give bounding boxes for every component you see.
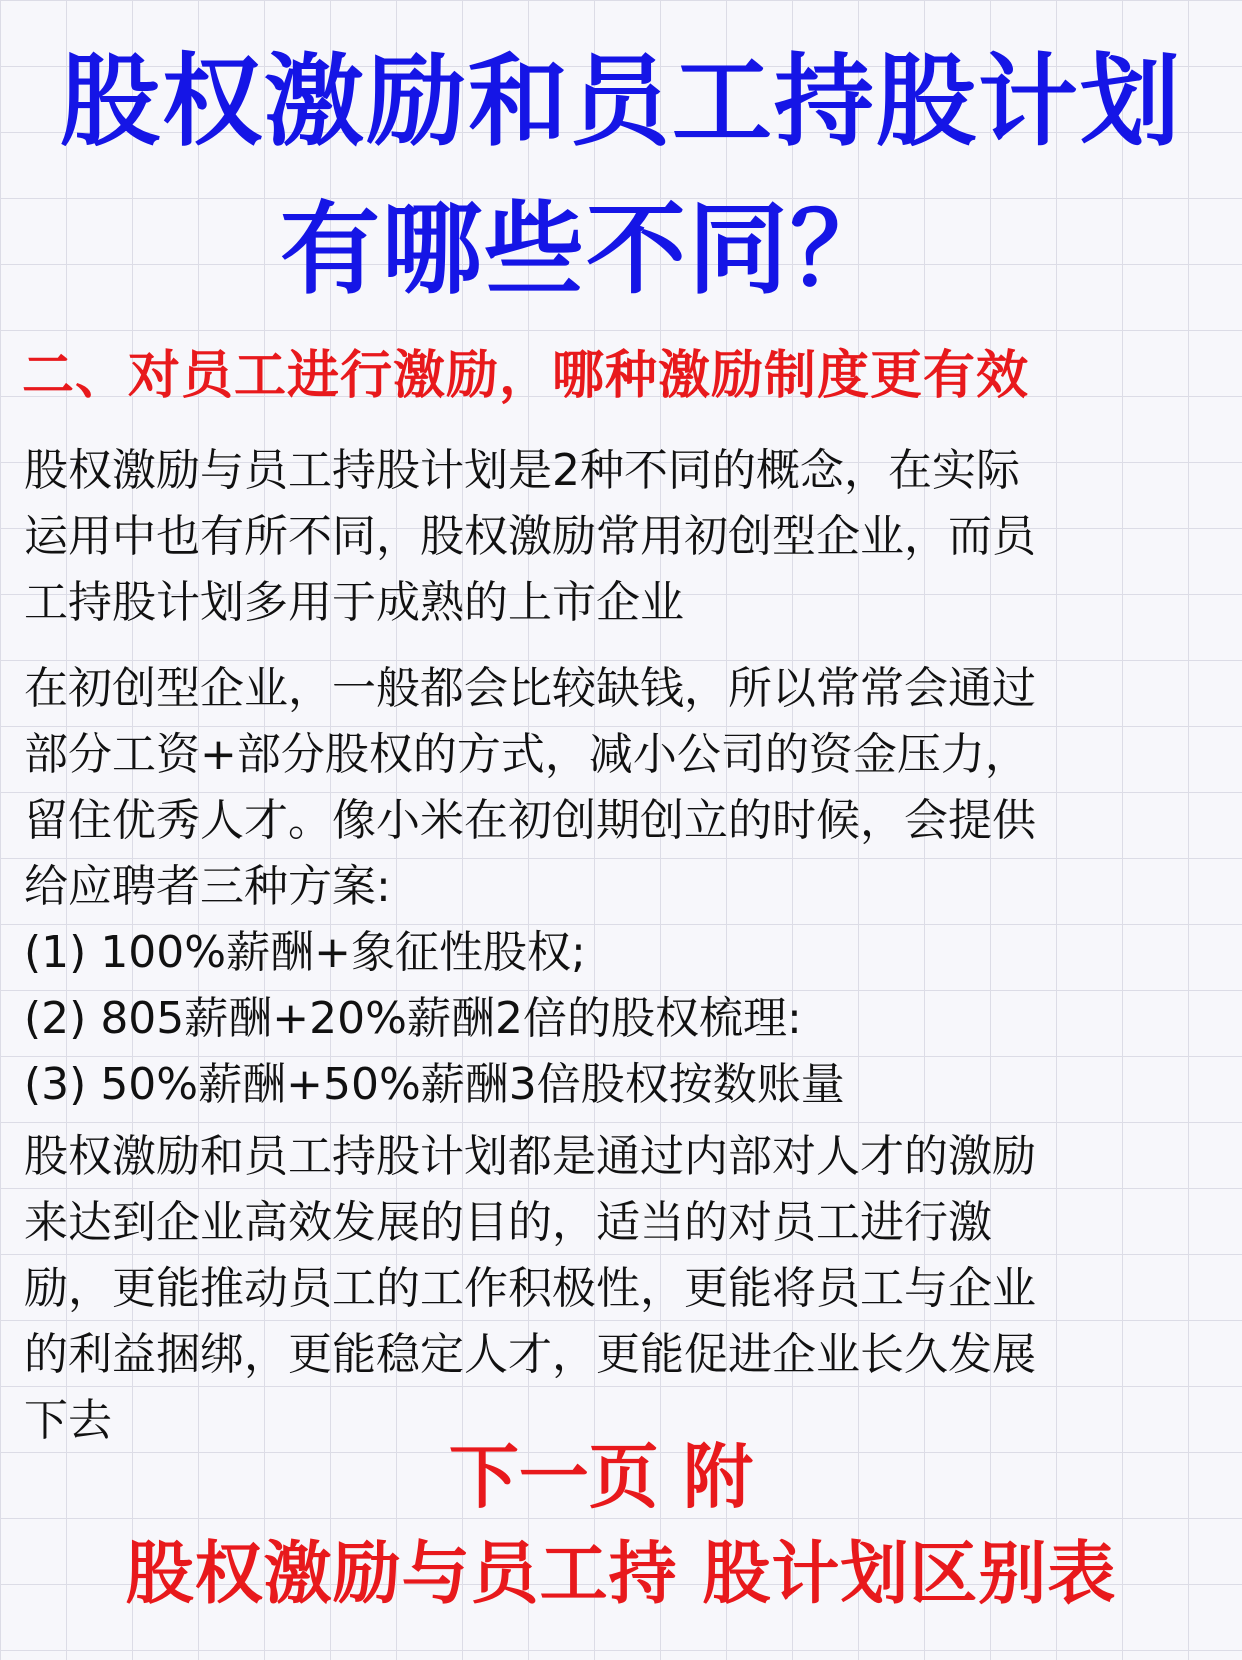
title-line-2: 有哪些不同？	[280, 191, 892, 308]
section-subtitle: 二、对员工进行激励，哪种激励制度更有效	[22, 346, 1030, 406]
paragraph-line: 来达到企业高效发展的目的，适当的对员工进行激	[24, 1197, 992, 1248]
paragraph-line: 的利益捆绑，更能稳定人才，更能促进企业长久发展	[24, 1329, 1036, 1380]
paragraph-line: 下去	[24, 1395, 112, 1446]
next-page-note: 下一页 附	[448, 1436, 754, 1518]
paragraph-line: 运用中也有所不同，股权激励常用初创型企业，而员	[24, 511, 1036, 562]
list-item: (1) 100%薪酬+象征性股权;	[24, 927, 586, 978]
paragraph-1	[24, 438, 1224, 636]
paragraph-line: 留住优秀人才。像小米在初创期创立的时候，会提供	[24, 795, 1036, 846]
paragraph-line: 部分工资+部分股权的方式，减小公司的资金压力，	[24, 729, 1029, 780]
list-item: (2) 805薪酬+20%薪酬2倍的股权梳理:	[24, 993, 802, 1044]
paragraph-line: 股权激励与员工持股计划是2种不同的概念，在实际	[24, 445, 1020, 496]
paragraph-line: 工持股计划多用于成熟的上市企业	[24, 577, 684, 628]
paragraph-2	[24, 656, 1224, 1118]
paragraph-line: 在初创型企业，一般都会比较缺钱，所以常常会通过	[24, 663, 1036, 714]
paragraph-line: 股权激励和员工持股计划都是通过内部对人才的激励	[24, 1131, 1036, 1182]
next-page-table-title: 股权激励与员工持 股计划区别表	[125, 1535, 1117, 1614]
paragraph-line: 励，更能推动员工的工作积极性，更能将员工与企业	[24, 1263, 1036, 1314]
paragraph-3	[24, 1124, 1224, 1454]
list-item: (3) 50%薪酬+50%薪酬3倍股权按数账量	[24, 1059, 845, 1110]
paragraph-line: 给应聘者三种方案:	[24, 861, 391, 912]
title-line-1: 股权激励和员工持股计划	[60, 43, 1182, 160]
